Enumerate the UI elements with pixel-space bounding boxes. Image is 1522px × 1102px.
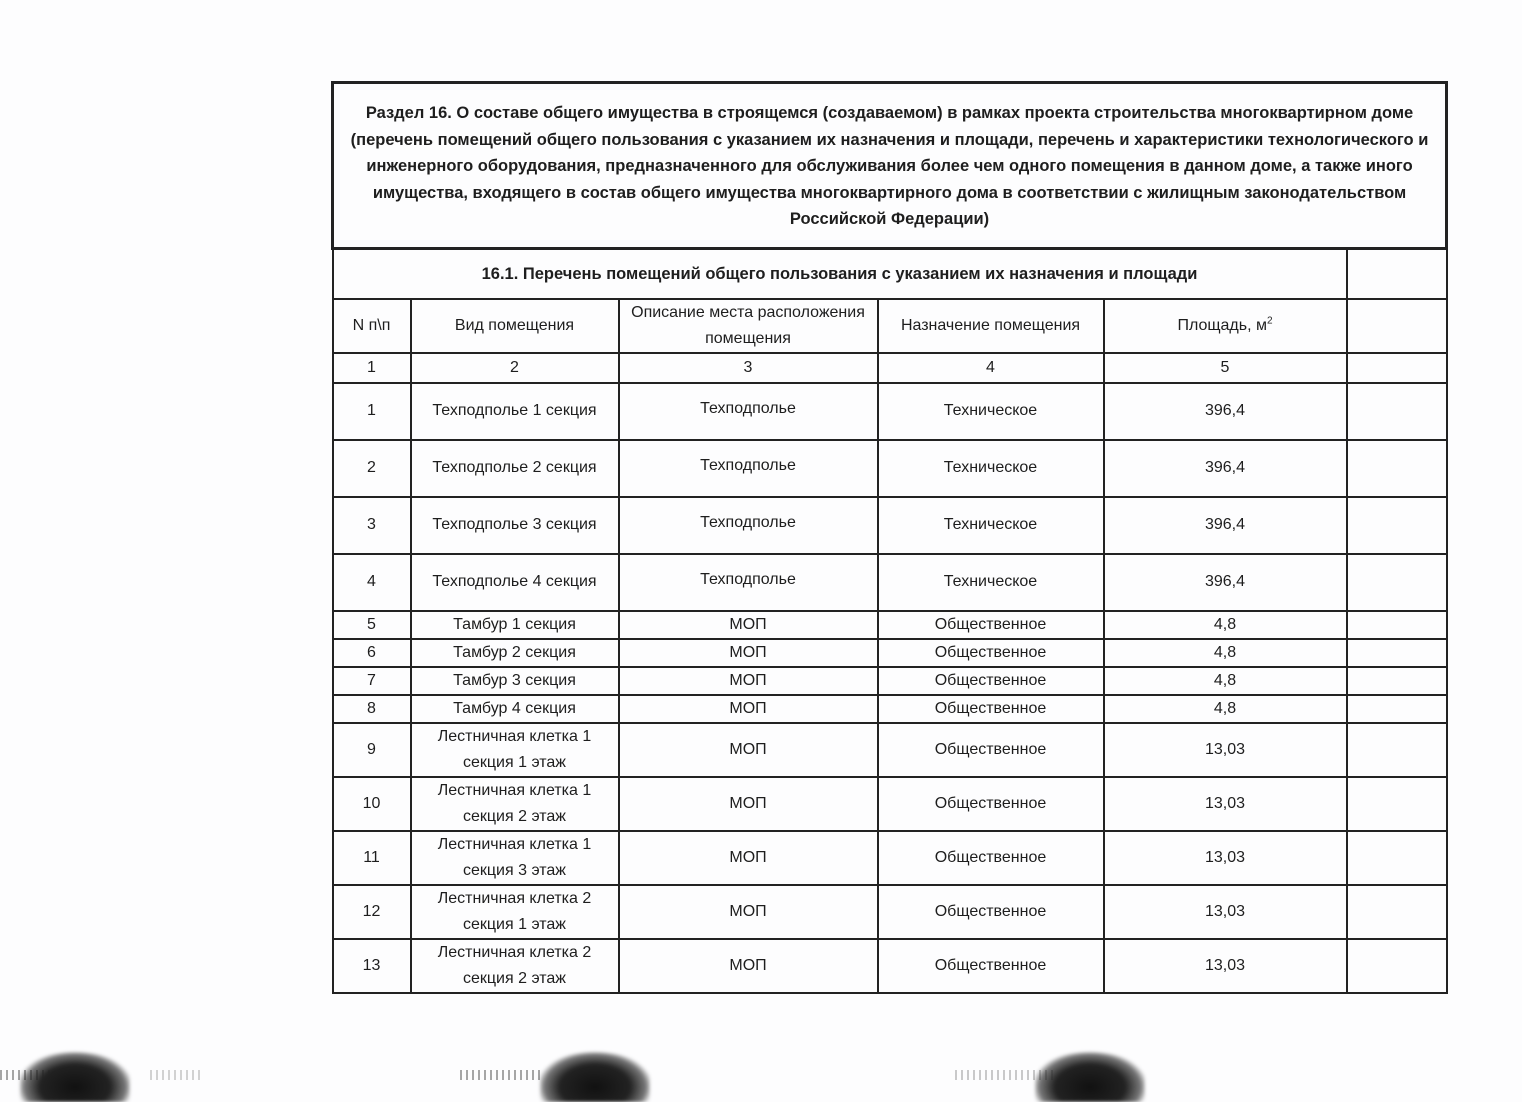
scan-artifact (150, 1070, 200, 1080)
cell-area: 396,4 (1104, 383, 1347, 440)
header-purpose: Назначение помещения (878, 299, 1104, 353)
cell-purpose: Техническое (878, 497, 1104, 554)
cell-purpose: Общественное (878, 695, 1104, 723)
cell-location: МОП (619, 885, 878, 939)
table-row (333, 611, 1447, 639)
table-row (333, 695, 1447, 723)
cell-room-type: Лестничная клетка 1 секция 1 этаж (411, 723, 619, 777)
table-row (333, 383, 1447, 440)
empty-cell (1347, 695, 1447, 723)
cell-room-type: Тамбур 1 секция (411, 611, 619, 639)
cell-purpose: Общественное (878, 667, 1104, 695)
empty-cell (1347, 831, 1447, 885)
scan-smudge (540, 1052, 650, 1102)
table-row (333, 831, 1447, 885)
cell-row-number: 7 (333, 667, 411, 695)
table-row (333, 777, 1447, 831)
header-location: Описание места расположения помещения (619, 299, 878, 353)
header-area-label: Площадь, м (1177, 316, 1267, 334)
empty-cell (1347, 667, 1447, 695)
scan-artifact (460, 1070, 540, 1080)
cell-area: 396,4 (1104, 554, 1347, 611)
common-property-table (331, 81, 1448, 994)
cell-location: МОП (619, 611, 878, 639)
cell-area: 13,03 (1104, 831, 1347, 885)
cell-purpose: Общественное (878, 777, 1104, 831)
header-number: N п\п (333, 299, 411, 353)
cell-row-number: 12 (333, 885, 411, 939)
column-number: 5 (1104, 353, 1347, 383)
cell-room-type: Техподполье 4 секция (411, 554, 619, 611)
cell-location: Техподполье (619, 440, 878, 497)
cell-row-number: 3 (333, 497, 411, 554)
table-row (333, 939, 1447, 993)
cell-room-type: Тамбур 3 секция (411, 667, 619, 695)
empty-cell (1347, 885, 1447, 939)
cell-location: МОП (619, 695, 878, 723)
empty-cell (1347, 497, 1447, 554)
cell-purpose: Общественное (878, 611, 1104, 639)
cell-room-type: Техподполье 1 секция (411, 383, 619, 440)
table-row (333, 440, 1447, 497)
empty-cell (1347, 299, 1447, 353)
cell-room-type: Лестничная клетка 1 секция 2 этаж (411, 777, 619, 831)
cell-area: 13,03 (1104, 939, 1347, 993)
section-title: Раздел 16. О составе общего имущества в строящемся (создаваемом) в рамках проекта строительства многоквартирном доме (перечень помещений общего пользования с указанием их назначения и площади, перечень и характеристики технологического и инженерного оборудования, предназначенного для обслуживания более чем одного помещения в данном доме, а также иного имущества, входящего в состав общего имущества многоквартирного дома в соответствии с жилищным законодательством Российской Федерации) (333, 83, 1447, 249)
cell-row-number: 11 (333, 831, 411, 885)
cell-row-number: 10 (333, 777, 411, 831)
cell-area: 4,8 (1104, 611, 1347, 639)
column-number: 3 (619, 353, 878, 383)
cell-location: Техподполье (619, 554, 878, 611)
cell-row-number: 2 (333, 440, 411, 497)
cell-area: 13,03 (1104, 885, 1347, 939)
table-row (333, 639, 1447, 667)
table-row (333, 885, 1447, 939)
header-area-superscript: 2 (1266, 315, 1273, 327)
table-row (333, 554, 1447, 611)
scan-smudge (1035, 1052, 1145, 1102)
cell-room-type: Техподполье 3 секция (411, 497, 619, 554)
cell-purpose: Техническое (878, 554, 1104, 611)
cell-purpose: Общественное (878, 723, 1104, 777)
empty-cell (1347, 777, 1447, 831)
cell-location: МОП (619, 639, 878, 667)
cell-area: 4,8 (1104, 639, 1347, 667)
empty-cell (1347, 639, 1447, 667)
cell-area: 13,03 (1104, 723, 1347, 777)
cell-row-number: 4 (333, 554, 411, 611)
cell-location: МОП (619, 667, 878, 695)
empty-cell (1347, 248, 1447, 299)
cell-area: 396,4 (1104, 440, 1347, 497)
cell-purpose: Общественное (878, 639, 1104, 667)
cell-purpose: Общественное (878, 885, 1104, 939)
cell-purpose: Общественное (878, 939, 1104, 993)
cell-area: 4,8 (1104, 695, 1347, 723)
empty-cell (1347, 723, 1447, 777)
cell-row-number: 13 (333, 939, 411, 993)
cell-room-type: Техподполье 2 секция (411, 440, 619, 497)
cell-row-number: 6 (333, 639, 411, 667)
subsection-title: 16.1. Перечень помещений общего пользования с указанием их назначения и площади (333, 248, 1347, 299)
empty-cell (1347, 939, 1447, 993)
cell-area: 396,4 (1104, 497, 1347, 554)
cell-room-type: Лестничная клетка 2 секция 1 этаж (411, 885, 619, 939)
column-number: 4 (878, 353, 1104, 383)
cell-purpose: Общественное (878, 831, 1104, 885)
header-area (1104, 299, 1347, 353)
cell-area: 4,8 (1104, 667, 1347, 695)
cell-location: Техподполье (619, 497, 878, 554)
cell-room-type: Лестничная клетка 1 секция 3 этаж (411, 831, 619, 885)
cell-row-number: 1 (333, 383, 411, 440)
column-number: 1 (333, 353, 411, 383)
document-sheet (331, 81, 1445, 994)
header-room-type: Вид помещения (411, 299, 619, 353)
cell-location: МОП (619, 939, 878, 993)
table-row (333, 497, 1447, 554)
cell-area: 13,03 (1104, 777, 1347, 831)
cell-location: МОП (619, 777, 878, 831)
empty-cell (1347, 611, 1447, 639)
empty-cell (1347, 383, 1447, 440)
table-row (333, 667, 1447, 695)
empty-cell (1347, 440, 1447, 497)
cell-room-type: Тамбур 2 секция (411, 639, 619, 667)
cell-row-number: 5 (333, 611, 411, 639)
cell-location: МОП (619, 831, 878, 885)
cell-row-number: 9 (333, 723, 411, 777)
cell-room-type: Тамбур 4 секция (411, 695, 619, 723)
empty-cell (1347, 353, 1447, 383)
header-row (333, 299, 1447, 353)
cell-purpose: Техническое (878, 383, 1104, 440)
empty-cell (1347, 554, 1447, 611)
cell-purpose: Техническое (878, 440, 1104, 497)
cell-location: МОП (619, 723, 878, 777)
cell-location: Техподполье (619, 383, 878, 440)
cell-row-number: 8 (333, 695, 411, 723)
column-numbers-row (333, 353, 1447, 383)
cell-room-type: Лестничная клетка 2 секция 2 этаж (411, 939, 619, 993)
column-number: 2 (411, 353, 619, 383)
scan-smudge (20, 1052, 130, 1102)
table-row (333, 723, 1447, 777)
